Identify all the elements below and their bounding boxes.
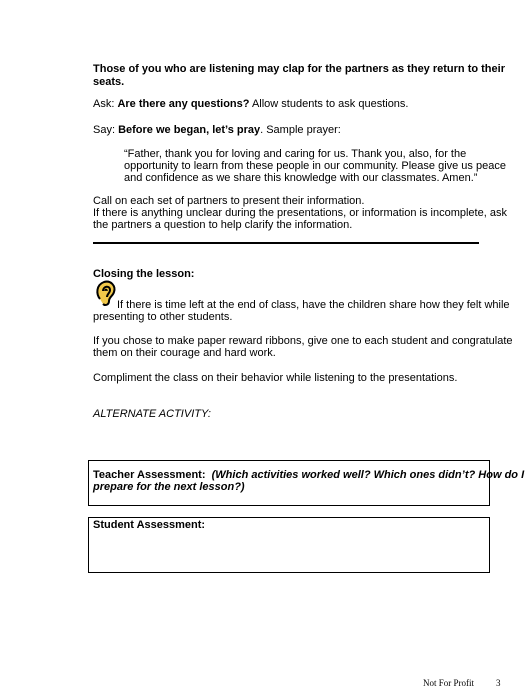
ask-rest: Allow students to ask questions. (249, 98, 409, 110)
say-prefix: Say: (93, 124, 119, 136)
section-divider (93, 242, 479, 244)
call-line-1: Call on each set of partners to present their information. (93, 195, 365, 207)
teacher-assessment-label: Teacher Assessment: (93, 469, 206, 481)
page-number: 3 (496, 678, 501, 688)
ribbons-line-1: If you chose to make paper reward ribbons, give one to each student and congratulate (93, 335, 513, 347)
say-rest: . Sample prayer: (260, 124, 341, 136)
footer-text: Not For Profit (423, 678, 475, 688)
closing-line-1: If there is time left at the end of class, have the children share how they felt while (117, 299, 510, 311)
ribbons-line-2: them on their courage and hard work. (93, 347, 276, 359)
teacher-assessment-question-1: (Which activities worked well? Which ones didn’t? How do I (211, 469, 525, 481)
ask-question: Are there any questions? (117, 98, 250, 110)
alternate-activity-heading: ALTERNATE ACTIVITY: (93, 408, 211, 420)
ask-paragraph (93, 98, 408, 111)
closing-heading: Closing the lesson: (93, 268, 195, 280)
call-line-3: the partners a question to help clarify the information. (93, 219, 353, 231)
prayer-line-2: opportunity to learn from these people in our community. Please give us peace (124, 160, 506, 172)
intro-line-2: seats. (93, 76, 125, 88)
prayer-line-3: and confidence as we share this knowledge with our classmates. Amen.” (124, 172, 478, 184)
intro-line-1: Those of you who are listening may clap for the partners as they return to their (93, 63, 505, 75)
say-paragraph (93, 124, 341, 137)
ear-icon (94, 279, 118, 307)
compliment-paragraph: Compliment the class on their behavior while listening to the presentations. (93, 372, 458, 384)
prayer-line-1: “Father, thank you for loving and caring for us. Thank you, also, for the (124, 148, 467, 160)
closing-line-2: presenting to other students. (93, 311, 233, 323)
ask-prefix: Ask: (93, 98, 118, 110)
student-assessment-label: Student Assessment: (93, 519, 206, 531)
say-bold: Before we began, let’s pray (118, 124, 261, 136)
teacher-assessment-question-2: prepare for the next lesson?) (93, 481, 245, 493)
call-line-2: If there is anything unclear during the presentations, or information is incomplete, ask (93, 207, 507, 219)
